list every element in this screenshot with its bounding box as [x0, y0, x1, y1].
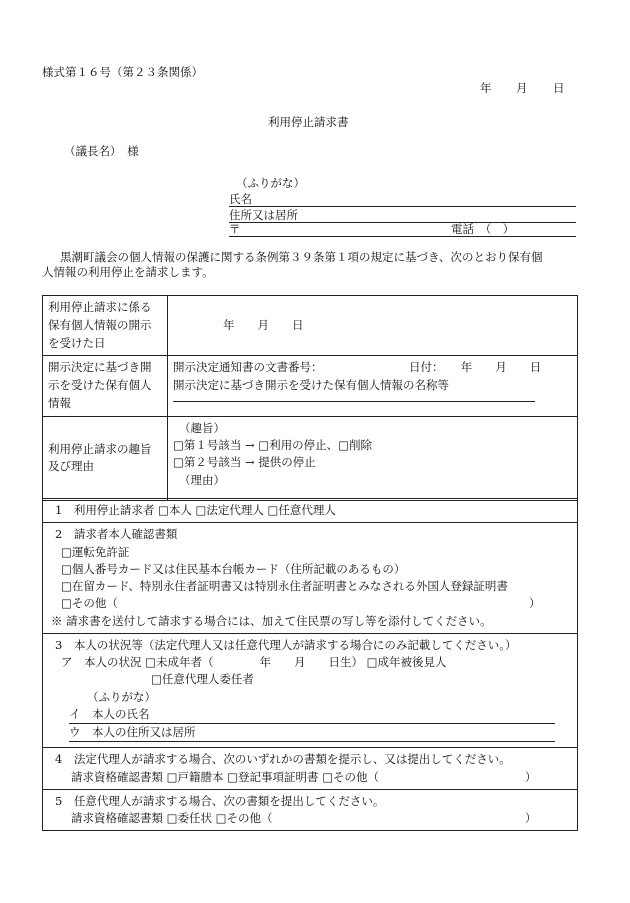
phone-underline — [229, 236, 576, 237]
section-4-legal-rep-docs — [43, 748, 578, 790]
person-address-field[interactable]: ウ 本人の住所又は居所 — [69, 724, 555, 742]
section-3-title: 3 本人の状況等（法定代理人又は任意代理人が請求する場合にのみ記載してください。） — [55, 637, 517, 652]
mail-note: ※ 請求書を送付して請求する場合には、加えて住民票の写し等を添付してください。 — [51, 613, 492, 628]
disclosed-info-field[interactable] — [168, 356, 578, 416]
name-underline — [229, 206, 576, 207]
date-month-label: 月 — [516, 81, 528, 95]
page-title: 利用停止請求書 — [268, 115, 349, 129]
section-1-requester-type: 1 利用停止請求者 □本人 □法定代理人 □任意代理人 — [43, 499, 578, 523]
section-2-identity-docs — [43, 523, 578, 634]
addressee: （議長名） 様 — [64, 144, 139, 158]
request-details-table — [42, 295, 578, 501]
doc-number-label: 開示決定通知書の文書番号： — [173, 360, 323, 375]
legal-rep-doc-options[interactable]: 請求資格確認書類 □戸籍謄本 □登記事項証明書 □その他（ ） — [71, 769, 537, 784]
clause1-option[interactable]: □第１号該当 → □利用の停止、□削除 — [173, 438, 373, 453]
requester-info-table — [42, 498, 578, 831]
disclosure-date-label: 利用停止請求に係る 保有個人情報の開示 を受けた日 — [43, 296, 168, 356]
purpose-heading: （趣旨） — [179, 420, 225, 435]
section-3-person-status — [43, 633, 578, 748]
person-name-field[interactable]: イ 本人の氏名 — [69, 706, 555, 724]
section-5-title: 5 任意代理人が請求する場合、次の書類を提出してください。 — [55, 793, 385, 808]
agent-doc-options[interactable]: 請求資格確認書類 □委任状 □その他（ ） — [71, 811, 537, 825]
postal-mark: 〒 — [229, 222, 241, 236]
purpose-reason-field — [168, 416, 578, 500]
intro-line-1: 黒潮町議会の個人情報の保護に関する条例第３９条第１項の規定に基づき、次のとおり保有個 — [60, 250, 543, 264]
disclosed-info-label: 開示決定に基づき開 示を受けた保有個人 情報 — [43, 356, 168, 416]
mynumber-card-option[interactable]: □個人番号カード又は住民基本台帳カード（住所記載のあるもの） — [61, 561, 406, 576]
section-5-agent-docs — [43, 789, 578, 831]
notice-date-label: 日付： 年 月 日 — [409, 360, 542, 375]
clause2-option[interactable]: □第２号該当 → 提供の停止 — [173, 455, 316, 470]
section-4-title: 4 法定代理人が請求する場合、次のいずれかの書類を提示し、又は提出してください。 — [55, 752, 511, 767]
address-underline — [229, 222, 576, 223]
form-number: 様式第１６号（第２３条関係） — [42, 65, 203, 79]
reason-heading: （理由） — [179, 472, 225, 487]
address-label: 住所又は居所 — [229, 208, 298, 222]
person-status-options[interactable]: ア 本人の状況 □未成年者（ 年 月 日生） □成年被後見人 — [61, 655, 447, 669]
residence-card-option[interactable]: □在留カード、特別永住者証明書又は特別永住者証明書とみなされる外国人登録証明書 — [61, 579, 508, 593]
delegator-option[interactable]: □任意代理人委任者 — [151, 672, 254, 687]
intro-line-2: 人情報の利用停止を請求します。 — [42, 265, 214, 279]
disclosure-date-field[interactable]: 年 月 日 — [168, 296, 578, 356]
furigana-label: （ふりがな） — [236, 176, 305, 190]
purpose-reason-label: 利用停止請求の趣旨 及び理由 — [43, 416, 168, 500]
info-name-label: 開示決定に基づき開示を受けた保有個人情報の名称等 — [173, 377, 535, 401]
phone-label: 電話 （ ） — [451, 222, 515, 236]
date-day-label: 日 — [553, 81, 565, 95]
name-label: 氏名 — [229, 192, 252, 206]
driver-license-option[interactable]: □運転免許証 — [61, 544, 130, 559]
section-2-title: 2 請求者本人確認書類 — [55, 527, 178, 542]
s3-furigana-label: （ふりがな） — [87, 689, 156, 704]
date-year-label: 年 — [480, 81, 492, 95]
other-doc-option[interactable]: □その他（ ） — [61, 596, 541, 611]
